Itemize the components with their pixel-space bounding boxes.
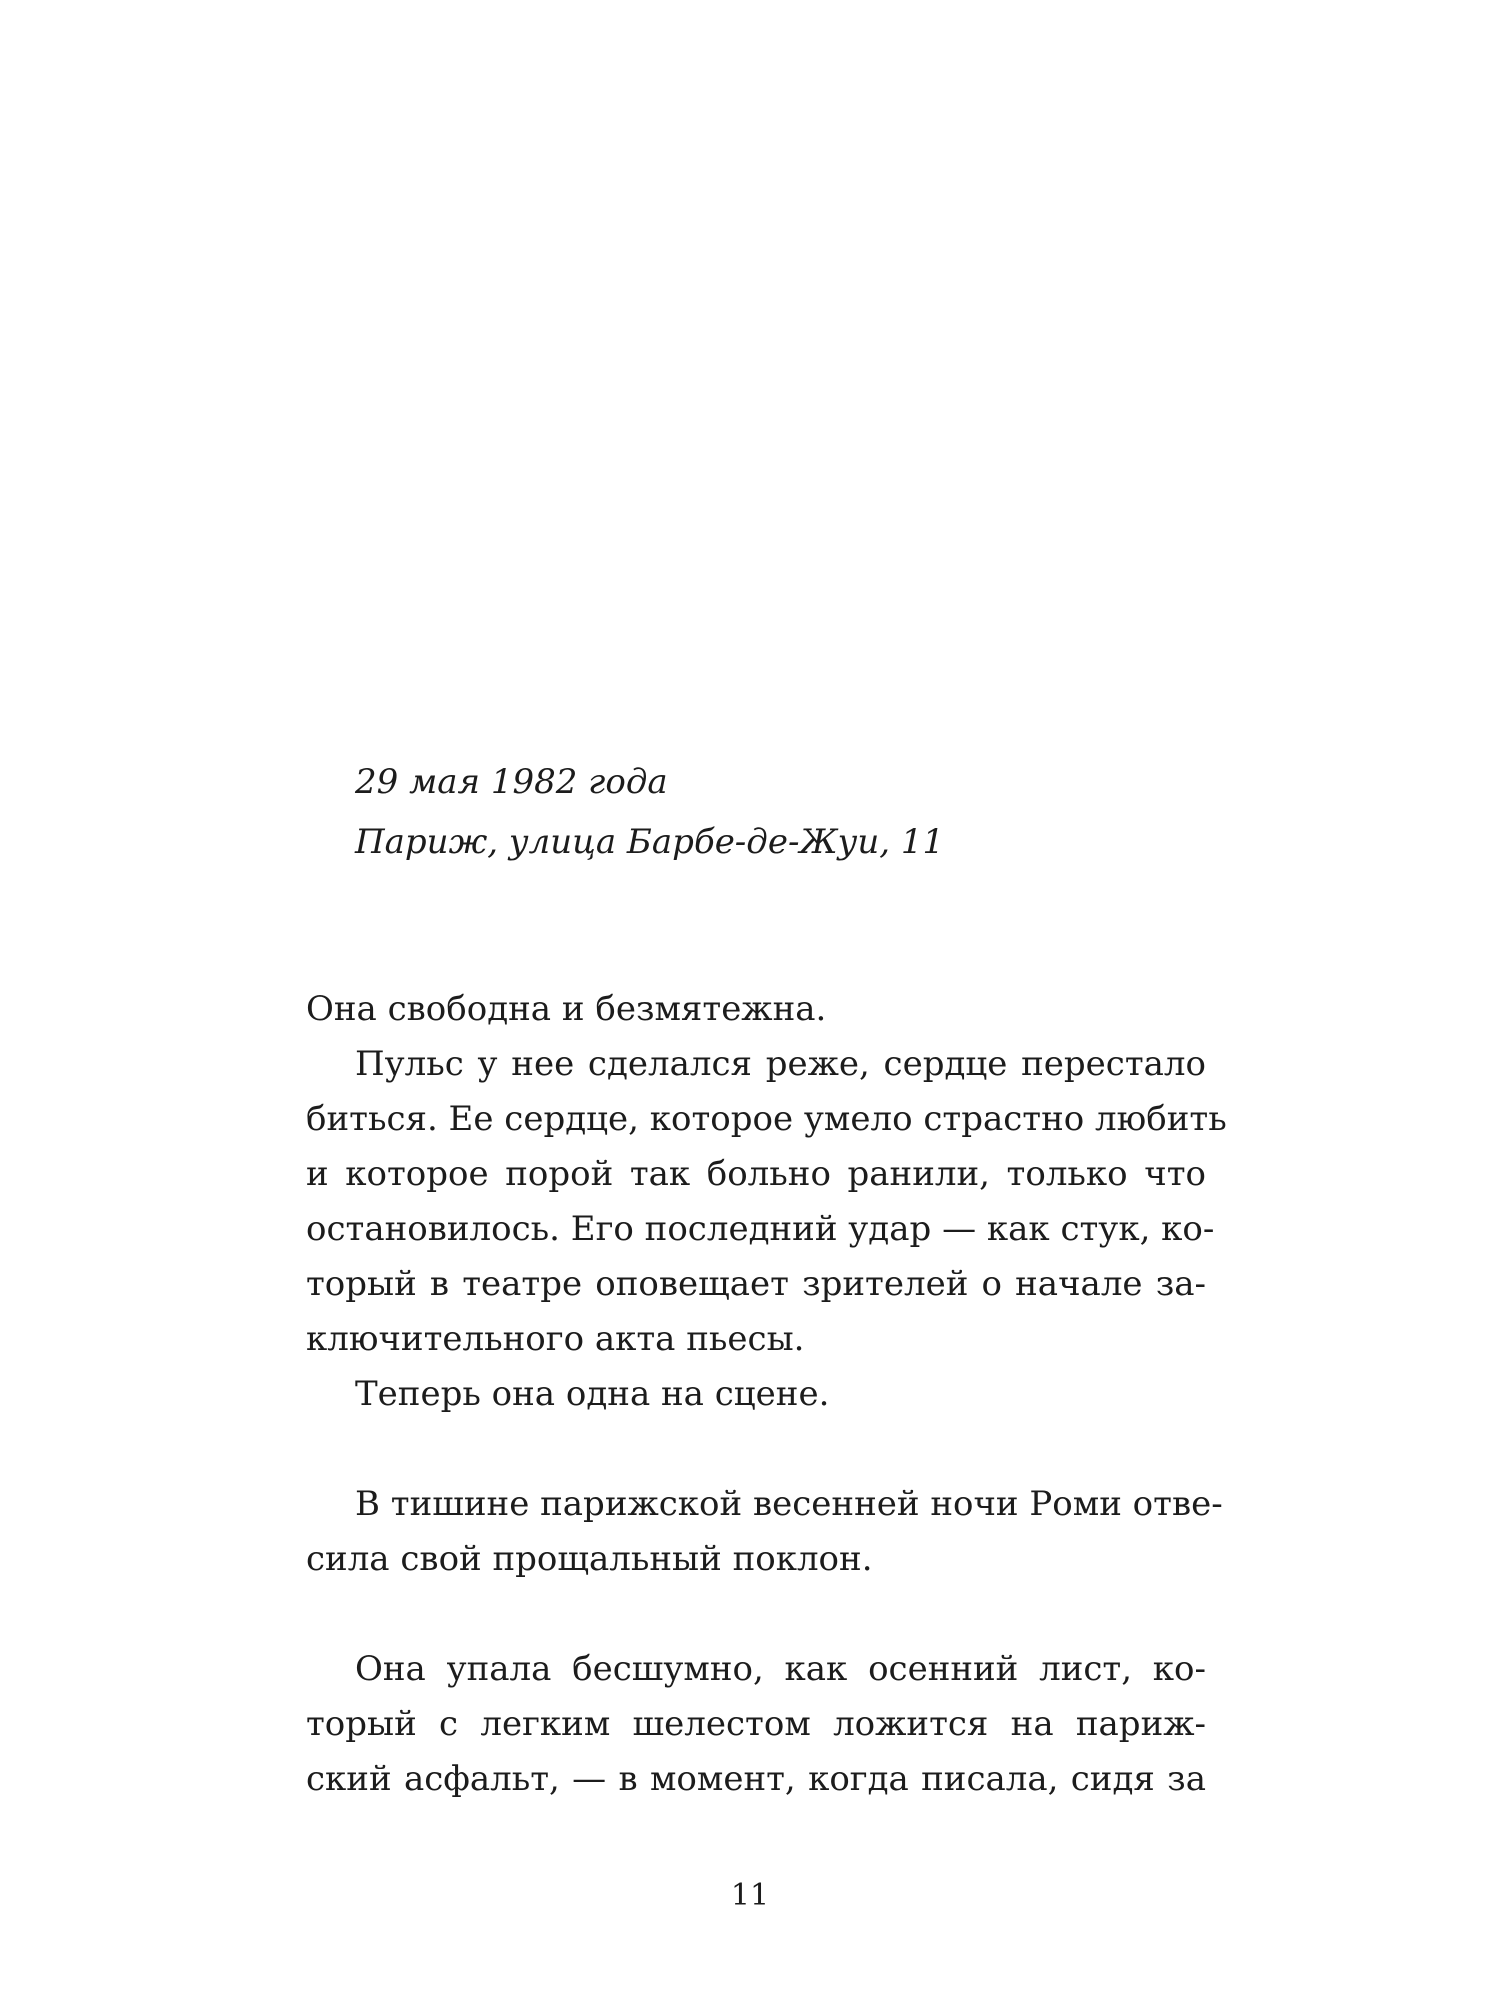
- text-line: биться. Ее сердце, которое умело страстно любить: [306, 1099, 1227, 1139]
- body-text: [306, 982, 1227, 1807]
- text-line: ский асфальт, — в момент, когда писала, сидя за: [306, 1759, 1206, 1799]
- text-line: торый в театре оповещает зрителей о начале за-: [306, 1264, 1206, 1304]
- epigraph-place: Париж, улица Барбе-де-Жуи, 11: [355, 822, 945, 862]
- text-line: и которое порой так больно ранили, только что: [306, 1154, 1206, 1194]
- text-line: Теперь она одна на сцене.: [355, 1374, 830, 1414]
- paragraph-gap: [306, 1422, 1206, 1477]
- epigraph-date: 29 мая 1982 года: [355, 762, 668, 802]
- text-line: остановилось. Его последний удар — как стук, ко-: [306, 1209, 1215, 1249]
- text-line: ключительного акта пьесы.: [306, 1319, 805, 1359]
- page-number: 11: [730, 1878, 770, 1913]
- text-line: В тишине парижской весенней ночи Роми отве-: [355, 1484, 1223, 1524]
- text-line: торый с легким шелестом ложится на париж-: [306, 1704, 1206, 1744]
- text-line: сила свой прощальный поклон.: [306, 1539, 873, 1579]
- text-line: Она свободна и безмятежна.: [306, 989, 827, 1029]
- text-line: Пульс у нее сделался реже, сердце перестало: [355, 1044, 1206, 1084]
- epigraph: [355, 752, 1255, 872]
- text-line: Она упала бесшумно, как осенний лист, ко-: [355, 1649, 1206, 1689]
- paragraph-gap: [306, 1587, 1206, 1642]
